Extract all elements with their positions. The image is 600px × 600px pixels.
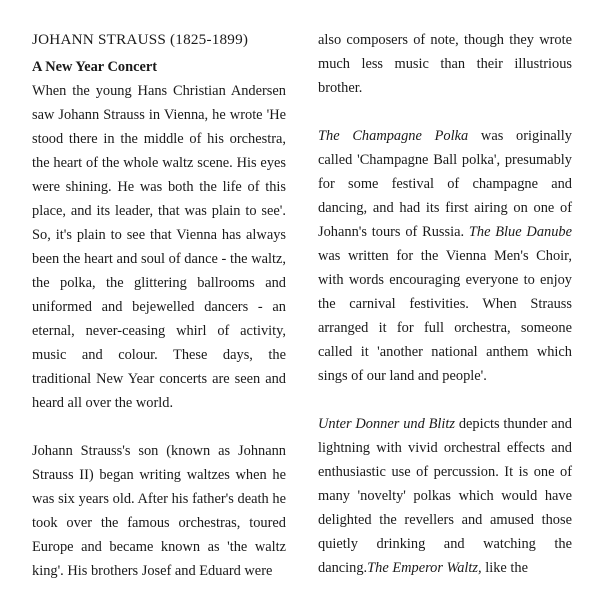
left-column xyxy=(32,28,286,583)
paragraph-text: was originally called 'Champagne Ball polka', presumably for some festival of champagne and dancing, and had its first airing on one of Johann's tours of Russia. xyxy=(318,128,572,240)
work-title: The Champagne Polka xyxy=(318,128,469,144)
son-paragraph: Johann Strauss's son (known as Johnann Strauss II) began writing waltzes when he was six years old. After his father's death he took over the famous orchestras, toured Europe and became known as 'the waltz king'. His brothers Josef and Eduard were xyxy=(32,443,286,579)
thunder-paragraph xyxy=(318,412,572,580)
page-title: JOHANN STRAUSS (1825-1899) xyxy=(32,31,249,48)
work-title: The Blue Danube xyxy=(468,224,572,240)
work-title: The Emperor Waltz, xyxy=(367,560,482,576)
section-subtitle: A New Year Concert xyxy=(32,59,158,75)
work-title: Unter Donner und Blitz xyxy=(318,416,455,432)
paragraph-text: depicts thunder and lightning with vivid orchestral effects and enthusiastic use of percussion. It is one of many 'novelty' polkas which would have delighted the revellers and amused those quietly drinking and watching the dancing. xyxy=(318,416,572,576)
intro-paragraph: When the young Hans Christian Andersen saw Johann Strauss in Vienna, he wrote 'He stood there in the middle of his orchestra, the heart of the whole waltz scene. His eyes were shining. He was both the life of this place, and its leader, that was plain to see'. So, it's plain to see that Vienna has always been the heart and soul of dance - the waltz, the polka, the glittering ballrooms and uniformed and bejewelled dancers - an eternal, never-ceasing whirl of activity, music and colour. These days, the traditional New Year concerts are seen and heard all over the world. xyxy=(32,83,286,411)
brothers-paragraph: also composers of note, though they wrote much less music than their illustrious brother. xyxy=(318,32,572,96)
paragraph-text: like the xyxy=(481,560,528,576)
right-column xyxy=(318,28,572,580)
paragraph-text: was written for the Vienna Men's Choir, with words encouraging everyone to enjoy the carnival festivities. When Strauss arranged it for full orchestra, someone called it 'another national anthem which sings of our land and people'. xyxy=(318,248,572,384)
champagne-paragraph xyxy=(318,124,572,388)
